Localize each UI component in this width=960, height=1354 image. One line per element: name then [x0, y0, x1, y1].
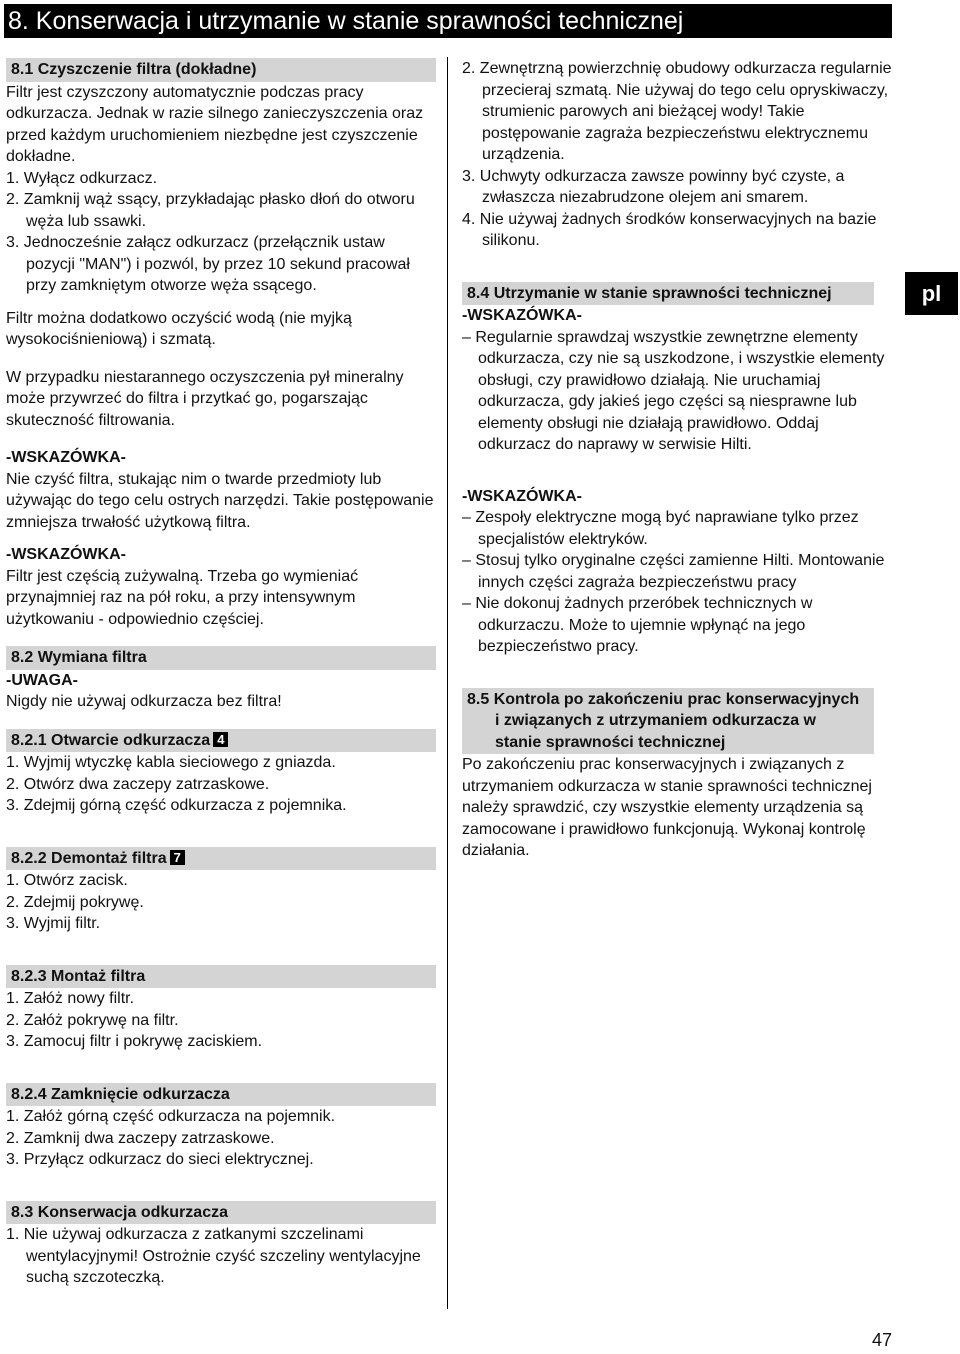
note-label: -WSKAZÓWKA-: [6, 546, 126, 563]
list-item: 2. Zamknij dwa zaczepy zatrzaskowe.: [6, 1129, 275, 1147]
list-item: – Regularnie sprawdzaj wszystkie zewnętrzne elementy odkurzacza, czy nie są uszkodzone, i wszystkie elementy obsługi, czy prawidłowo działają. Nie uruchamiaj odkurzacza, gdy jakieś jego części są niesprawne lub elementy obsługi nie działają prawidłowo. Oddaj odkurzacz do naprawy w serwisie Hilti.: [462, 328, 885, 453]
section-8-5-text: Po zakończeniu prac konserwacyjnych i związanych z utrzymaniem odkurzacza w stanie sprawności technicznej należy sprawdzić, czy wszystkie elementy urządzenia są zamocowane i prawidłowo funkcjonują. Wykonaj kontrolę działania.: [462, 756, 872, 859]
section-8-4-heading: 8.4 Utrzymanie w stanie sprawności technicznej: [462, 282, 874, 306]
warning-text: Nigdy nie używaj odkurzacza bez filtra!: [6, 693, 282, 710]
figure-reference: 7: [170, 850, 185, 865]
section-8-5-title-line: 8.5 Kontrola po zakończeniu prac konserwacyjnych: [467, 690, 860, 708]
note-text: Nie czyść filtra, stukając nim o twarde przedmioty lub używając do tego celu ostrych narzędzi. Takie postępowanie zmniejsza trwałość użytkową filtra.: [6, 470, 434, 531]
section-8-2-2-title: 8.2.2 Demontaż filtra: [11, 849, 167, 867]
list-item: 2. Załóż pokrywę na filtr.: [6, 1011, 179, 1029]
figure-reference: 4: [213, 732, 228, 747]
step-8-3-2: 2. Zewnętrzną powierzchnię obudowy odkurzacza regularnie przecieraj szmatą. Nie używaj do tego celu opryskiwaczy, strumienic parowych ani bieżącej wody! Takie postępowanie zagraża bezpieczeństwu elektrycznemu urządzenia.: [462, 60, 892, 163]
section-8-5-title-line: i związanych z utrzymaniem odkurzacza w: [495, 712, 816, 729]
list-item: 1. Otwórz zacisk.: [6, 872, 128, 889]
list-item: – Stosuj tylko oryginalne części zamienne Hilti. Montowanie innych części zagraża bezpieczeństwu pracy: [462, 552, 885, 591]
note-label: -WSKAZÓWKA-: [462, 487, 582, 505]
section-8-5-heading: [462, 688, 874, 755]
step-8-3-4: 4. Nie używaj żadnych środków konserwacyjnych na bazie silikonu.: [462, 210, 877, 249]
warning-label: -UWAGA-: [6, 671, 78, 689]
section-8-1-p1: Filtr można dodatkowo oczyścić wodą (nie myjką wysokociśnieniową) i szmatą.: [6, 309, 352, 348]
step-8-3-3: 3. Uchwyty odkurzacza zawsze powinny być czyste, a zwłaszcza niezabrudzone olejem ani smarem.: [462, 167, 845, 206]
step-8-3-1: 1. Nie używaj odkurzacza z zatkanymi szczelinami wentylacyjnymi! Ostrożnie czyść szczeliny wentylacyjne suchą szczoteczką.: [6, 1226, 421, 1286]
right-column: [462, 58, 894, 862]
step-8-1-1: 1. Wyłącz odkurzacz.: [6, 169, 158, 187]
section-8-2-1-title: 8.2.1 Otwarcie odkurzacza: [11, 731, 211, 749]
list-item: 1. Załóż nowy filtr.: [6, 990, 135, 1007]
chapter-title: 8. Konserwacja i utrzymanie w stanie sprawności technicznej: [4, 4, 892, 38]
section-8-2-4-heading: 8.2.4 Zamknięcie odkurzacza: [6, 1083, 436, 1107]
step-8-1-2: 2. Zamknij wąż ssący, przykładając płasko dłoń do otworu węża lub ssawki.: [6, 191, 415, 230]
list-item: 3. Przyłącz odkurzacz do sieci elektrycznej.: [6, 1151, 314, 1168]
list-item: 3. Zdejmij górną część odkurzacza z pojemnika.: [6, 797, 347, 814]
list-item: 1. Załóż górną część odkurzacza na pojemnik.: [6, 1108, 336, 1125]
section-8-5-title-line: stanie sprawności technicznej: [495, 733, 726, 751]
list-item: – Nie dokonuj żadnych przeróbek technicznych w odkurzaczu. Może to ujemnie wpłynąć na jego bezpieczeństwo pracy.: [462, 595, 813, 655]
note-label: -WSKAZÓWKA-: [462, 307, 582, 324]
section-8-1-intro: Filtr jest czyszczony automatycznie podczas pracy odkurzacza. Jednak w razie silnego zanieczyszczenia oraz przed każdym uruchomieniem niezbędne jest czyszczenie dokładne.: [6, 83, 424, 165]
section-8-2-1-heading: [6, 729, 436, 753]
list-item: 3. Wyjmij filtr.: [6, 915, 101, 932]
column-divider: [447, 57, 448, 1309]
list-item: 3. Zamocuj filtr i pokrywę zaciskiem.: [6, 1033, 263, 1050]
section-8-2-3-heading: 8.2.3 Montaż filtra: [6, 965, 436, 989]
list-item: 2. Otwórz dwa zaczepy zatrzaskowe.: [6, 775, 270, 793]
section-8-2-heading: 8.2 Wymiana filtra: [6, 646, 436, 670]
section-8-1-p2: W przypadku niestarannego oczyszczenia pył mineralny może przywrzeć do filtra i przytkać go, pogarszając skuteczność filtrowania.: [6, 368, 404, 429]
section-8-2-2-heading: [6, 847, 436, 871]
left-column: [6, 58, 436, 1289]
list-item: 1. Wyjmij wtyczkę kabla sieciowego z gniazda.: [6, 754, 336, 771]
page-number: 47: [872, 1330, 893, 1350]
list-item: 2. Zdejmij pokrywę.: [6, 893, 144, 911]
note-text: Filtr jest częścią zużywalną. Trzeba go wymieniać przynajmniej raz na pół roku, a przy intensywnym użytkowaniu - odpowiednio częściej.: [6, 567, 359, 628]
note-label: -WSKAZÓWKA-: [6, 449, 126, 466]
section-8-3-heading: 8.3 Konserwacja odkurzacza: [6, 1201, 436, 1225]
language-tab: pl: [905, 272, 958, 315]
list-item: – Zespoły elektryczne mogą być naprawiane tylko przez specjalistów elektryków.: [462, 509, 859, 548]
step-8-1-3: 3. Jednocześnie załącz odkurzacz (przełącznik ustaw pozycji "MAN") i pozwól, by przez 10 sekund pracował przy zamkniętym otworze węża ssącego.: [6, 234, 410, 294]
section-8-1-heading: 8.1 Czyszczenie filtra (dokładne): [6, 58, 436, 82]
